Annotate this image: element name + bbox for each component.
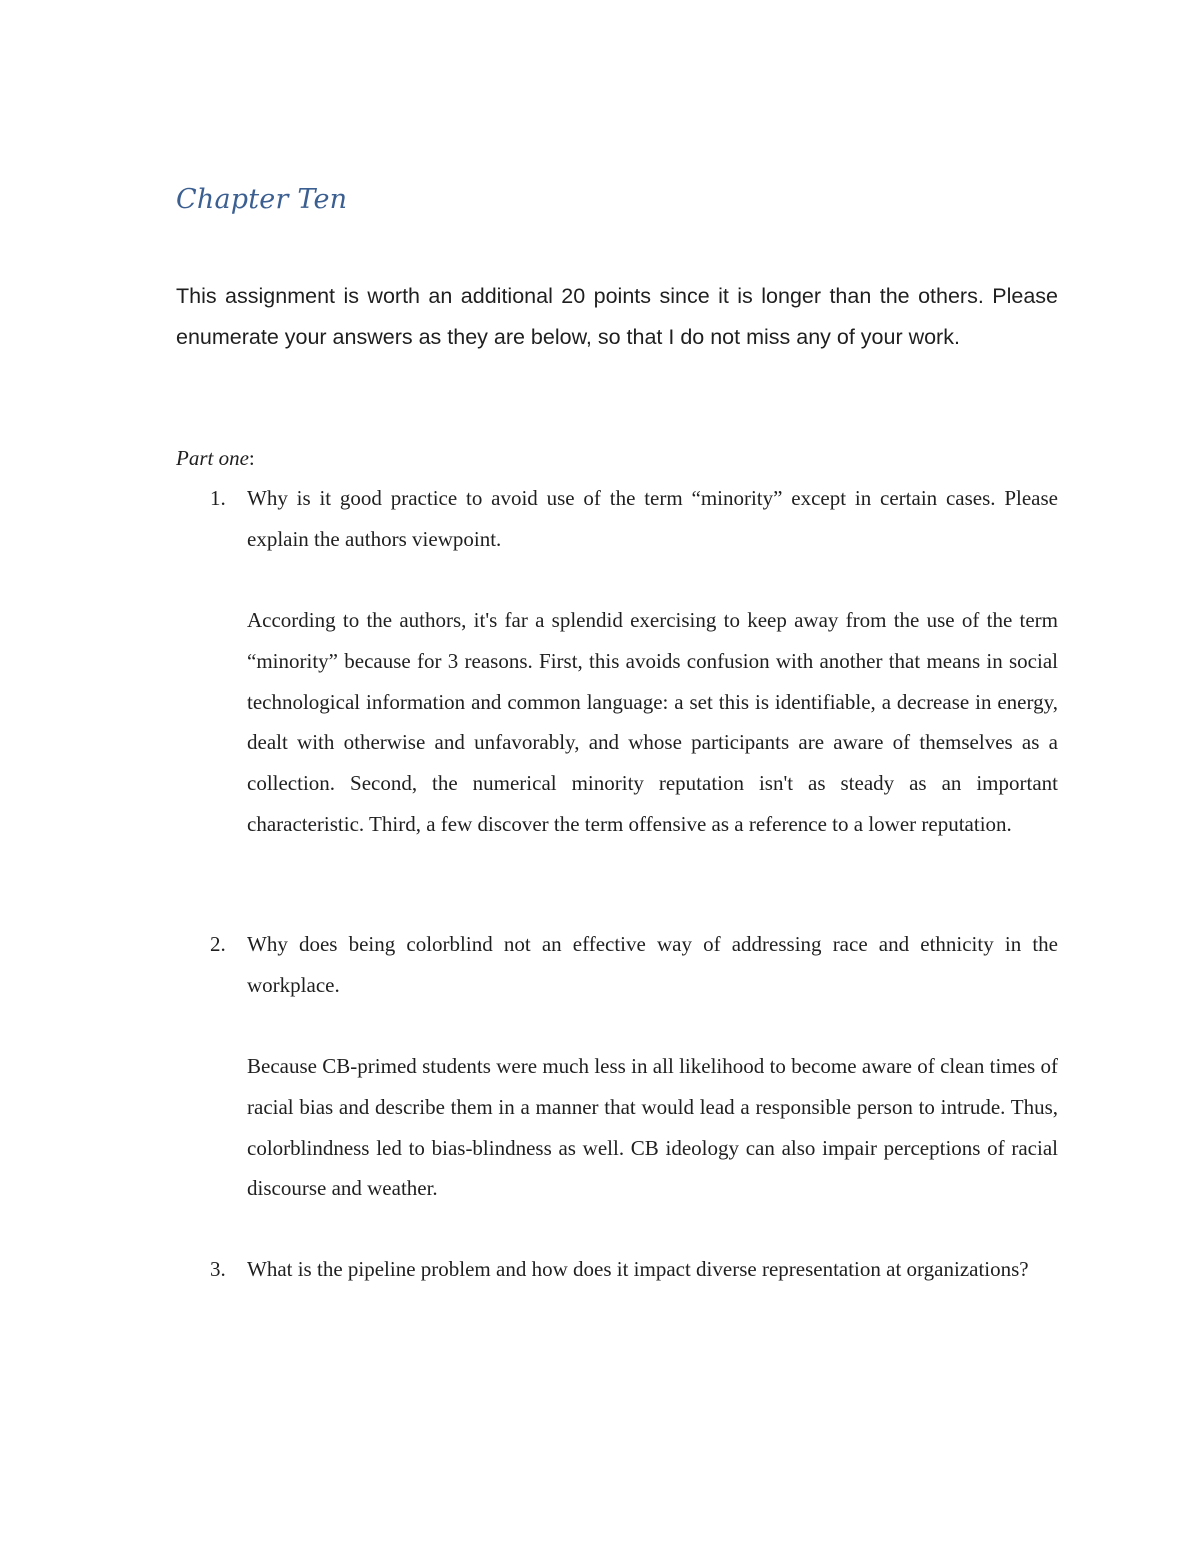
intro-paragraph: This assignment is worth an additional 20 points since it is longer than the others. Please enumerate your answers as they are below, so that I do not miss any of your work. xyxy=(176,284,1058,349)
part-label-text: Part one xyxy=(176,446,249,470)
question-text: What is the pipeline problem and how does it impact diverse representation at organizations? xyxy=(247,1257,1029,1281)
chapter-heading: Chapter Ten xyxy=(176,184,348,215)
question-text: Why does being colorblind not an effective way of addressing race and ethnicity in the workplace. xyxy=(247,932,1058,997)
question-number: 3. xyxy=(210,1257,226,1281)
question-number: 2. xyxy=(210,932,226,956)
answer-paragraph-2: Because CB-primed students were much less in all likelihood to become aware of clean times of racial bias and describe them in a manner that would lead a responsible person to intrude. Thus, colorblindness led to bias-blindness as well. CB ideology can also impair perceptions of racial discourse and weather. xyxy=(247,1054,1058,1201)
part-label xyxy=(176,438,255,479)
part-label-colon: : xyxy=(248,446,255,470)
question-text: Why is it good practice to avoid use of the term “minority” except in certain cases. Please explain the authors viewpoint. xyxy=(247,486,1058,551)
question-number: 1. xyxy=(210,486,226,510)
answer-paragraph-1: According to the authors, it's far a splendid exercising to keep away from the use of the term “minority” because for 3 reasons. First, this avoids confusion with another that means in social technological information and common language: a set this is identifiable, a decrease in energy, dealt with otherwise and unfavorably, and whose participants are aware of themselves as a collection. Second, the numerical minority reputation isn't as steady as an important characteristic. Third, a few discover the term offensive as a reference to a lower reputation. xyxy=(247,608,1058,836)
